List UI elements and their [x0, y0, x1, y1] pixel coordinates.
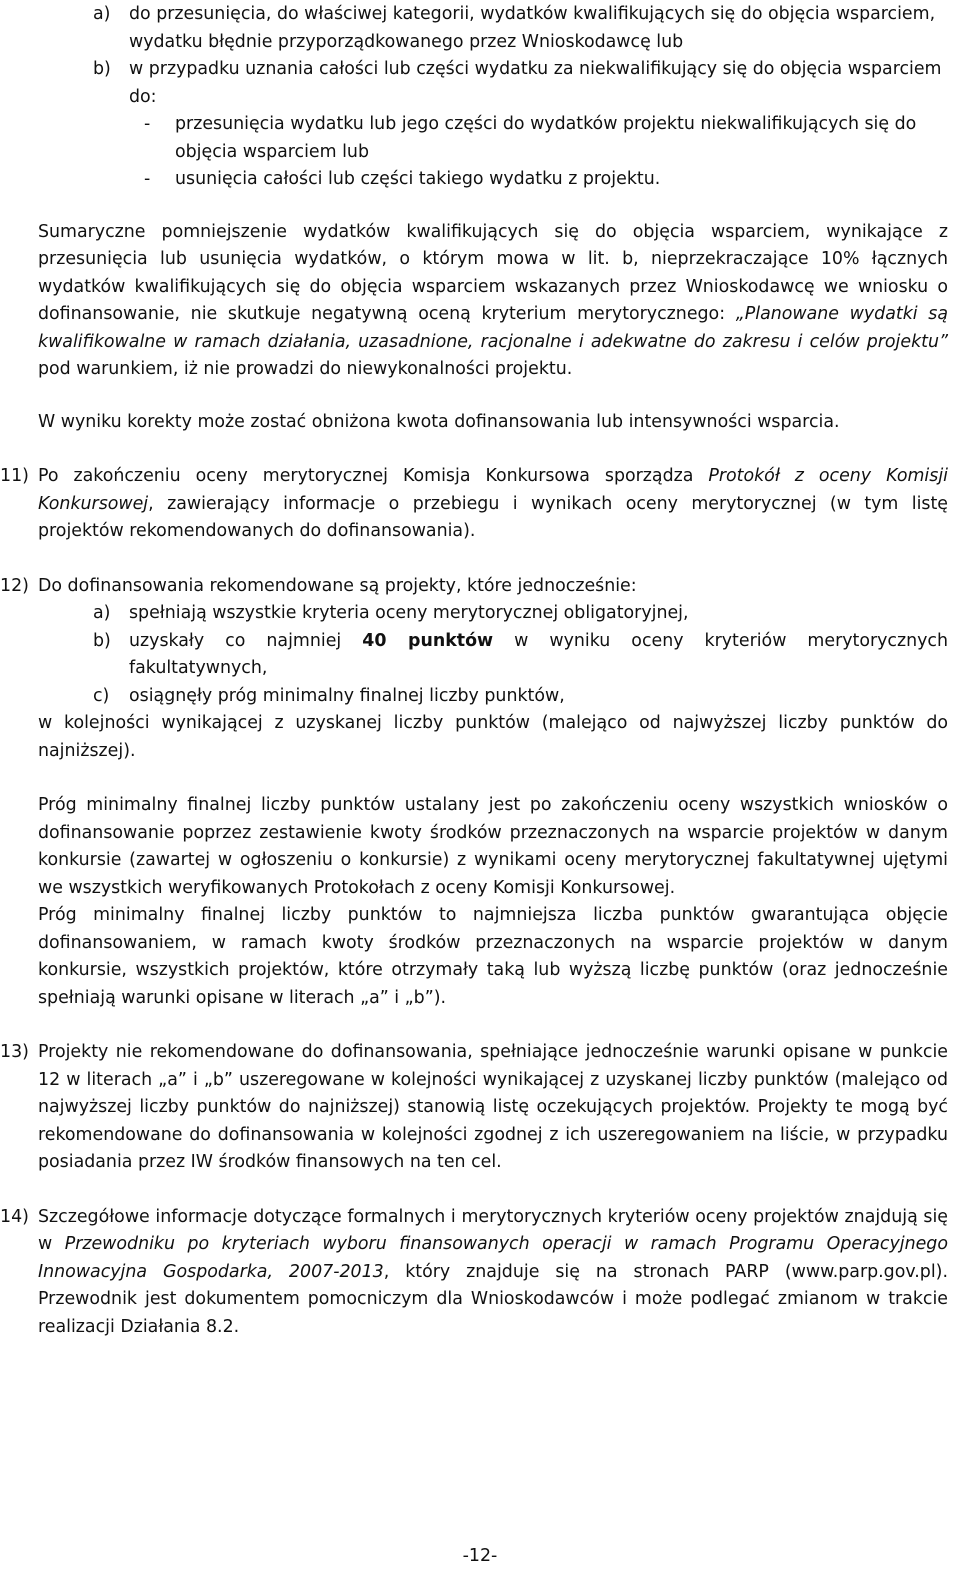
item-12-closing: w kolejności wynikającej z uzyskanej liczby punktów (malejąco od najwyższej liczby punktów do najniższej). — [38, 713, 948, 761]
list-text-b: w przypadku uznania całości lub części wydatku za niekwalifikujący się do objęcia wsparciem do: — [129, 59, 942, 107]
item-13-text: Projekty nie rekomendowane do dofinansowania, spełniające jednocześnie warunki opisane w punkcie 12 w literach „a” i „b” uszeregowane w kolejności wynikającej z uzyskanej liczby punktów (malejąco od najwyższej liczby punktów do najniższej) stanowią listę oczekujących projektów. Projekty te mogą być rekomendowane do dofinansowania w kolejności zgodnej z ich uszeregowaniem na liście, w przypadku posiadania przez IW środków finansowych na ten cel. — [38, 1042, 948, 1172]
list-text-a: do przesunięcia, do właściwej kategorii, wydatków kwalifikujących się do objęcia wsparciem, wydatku błędnie przyporządkowanego przez Wnioskodawcę lub — [129, 4, 936, 52]
item-12-c — [93, 683, 948, 711]
protokol-title: Protokół z oceny Komisji Konkursowej — [38, 466, 948, 514]
dash-label-1: - — [144, 114, 151, 134]
list-label-a: a) — [93, 4, 111, 24]
dash-item-1 — [144, 111, 948, 166]
item-13-label: 13) — [0, 1042, 29, 1062]
dash-text-2: usunięcia całości lub części takiego wydatku z projektu. — [175, 169, 661, 189]
item-12 — [0, 573, 948, 601]
paragraph-prog-2: Próg minimalny finalnej liczby punktów to najmniejsza liczba punktów gwarantująca objęcie dofinansowaniem, w ramach kwoty środków przeznaczonych na wsparcie projektów w danym konkursie, wszystkich projektów, które otrzymały taką lub wyższą liczbę punktów (oraz jednocześnie spełniają warunki opisane w literach „a” i „b”). — [38, 905, 948, 1008]
item-13 — [0, 1039, 948, 1177]
dash-label-2: - — [144, 169, 151, 189]
item-12-c-text: osiągnęły próg minimalny finalnej liczby punktów, — [129, 685, 565, 706]
paragraph-prog-1: Próg minimalny finalnej liczby punktów ustalany jest po zakończeniu oceny wszystkich wniosków o dofinansowanie poprzez zestawienie kwoty środków przeznaczonych na wsparcie projektów w danym konkursie (zawartej w ogłoszeniu o konkursie) z wynikami oceny merytorycznej fakultatywnej ujętymi we wszystkich weryfikowanych Protokołach z oceny Komisji Konkursowej. — [38, 795, 948, 898]
item-12-c-label: c) — [93, 685, 110, 706]
item-12-a — [93, 600, 948, 628]
paragraph-sumaryczne — [38, 219, 948, 384]
przewodnik-title: Przewodniku po kryteriach wyboru finansowanych operacji w ramach Programu Operacyjnego Innowacyjna Gospodarka, 2007-2013 — [38, 1234, 948, 1282]
item-12-label: 12) — [0, 575, 29, 596]
list-item-a — [93, 1, 948, 56]
item-14 — [0, 1204, 948, 1342]
item-12-a-label: a) — [93, 603, 111, 623]
sumaryczne-text: Sumaryczne pomniejszenie wydatków kwalifikujących się do objęcia wsparciem, wynikające z przesunięcia lub usunięcia wydatków, o którym mowa w lit. b, nieprzekraczające 10% łącznych wydatków kwalifikujących się do objęcia wsparciem wskazanych przez Wnioskodawcę we wniosku o dofinansowanie, nie skutkuje negatywną oceną kryterium merytorycznego: — [38, 221, 948, 324]
item-14-label: 14) — [0, 1206, 29, 1227]
item-11-label: 11) — [0, 466, 29, 486]
item-12-b-text: uzyskały co najmniej 40 punktów w wyniku oceny kryteriów merytorycznych fakultatywnych, — [129, 630, 949, 678]
sumaryczne-tail: pod warunkiem, iż nie prowadzi do niewykonalności projektu. — [38, 359, 573, 379]
sumaryczne-criterion: „Planowane wydatki są kwalifikowalne w ramach działania, uzasadnione, racjonalne i adekwatne do zakresu i celów projektu” — [38, 304, 948, 352]
paragraph-korekta: W wyniku korekty może zostać obniżona kwota dofinansowania lub intensywności wsparcia. — [38, 411, 840, 432]
document-page — [0, 1, 949, 1341]
list-label-b: b) — [93, 59, 111, 79]
item-12-intro: Do dofinansowania rekomendowane są projekty, które jednocześnie: — [38, 575, 637, 596]
points-threshold: 40 punktów — [362, 630, 494, 651]
list-item-b — [93, 56, 948, 111]
item-12-b-label: b) — [93, 630, 111, 651]
page-number: -12- — [462, 1546, 498, 1566]
item-12-b — [93, 628, 948, 683]
item-14-text: Szczegółowe informacje dotyczące formalnych i merytorycznych kryteriów oceny projektów znajdują się w Przewodniku po kryteriach wyboru finansowanych operacji w ramach Programu Operacyjnego Innowacyjna Gospodarka, 2007-2013, który znajduje się na stronach PARP (www.parp.gov.pl). Przewodnik jest dokumentem pomocniczym dla Wnioskodawców i może podlegać zmianom w trakcie realizacji Działania 8.2. — [38, 1206, 948, 1337]
dash-text-1: przesunięcia wydatku lub jego części do wydatków projektu niekwalifikujących się do objęcia wsparciem lub — [175, 114, 917, 162]
item-11 — [0, 463, 948, 546]
item-12-a-text: spełniają wszystkie kryteria oceny merytorycznej obligatoryjnej, — [129, 603, 689, 623]
item-11-text: Po zakończeniu oceny merytorycznej Komisja Konkursowa sporządza Protokół z oceny Komisji Konkursowej, zawierający informacje o przebiegu i wynikach oceny merytorycznej (w tym listę projektów rekomendowanych do dofinansowania). — [38, 466, 948, 541]
dash-item-2 — [144, 166, 948, 194]
